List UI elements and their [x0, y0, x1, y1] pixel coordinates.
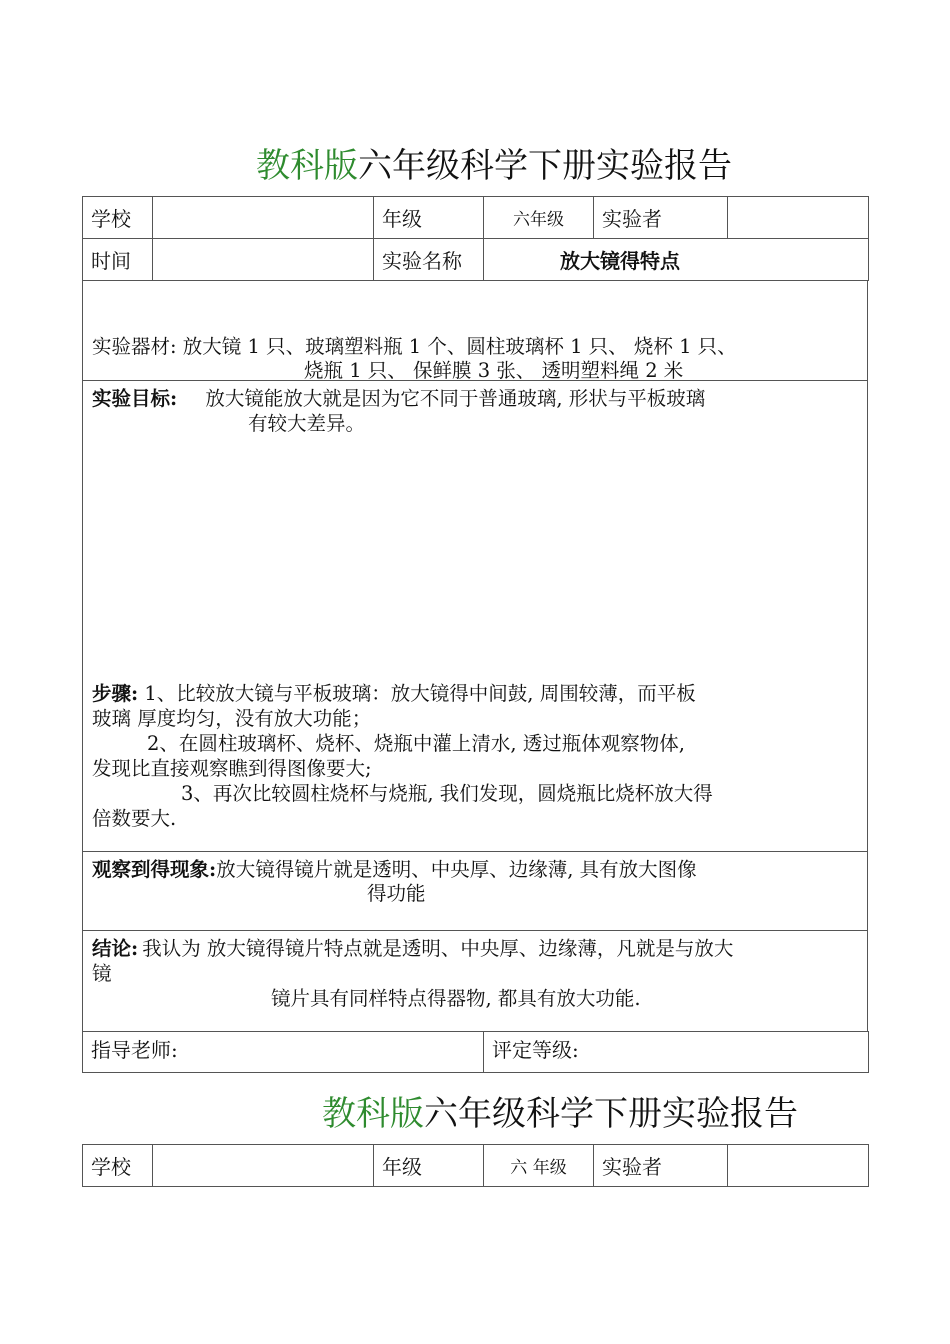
report-header-table — [82, 196, 869, 281]
observation-label: 观察到得现象: — [92, 858, 217, 881]
time-value[interactable] — [153, 239, 374, 281]
title-publisher: 教科版 — [256, 146, 358, 186]
conclusion-line-1b: 镜 — [92, 962, 112, 985]
title-main: 六年级科学下册实验报告 — [358, 146, 732, 186]
conclusion-line-1 — [92, 933, 733, 961]
steps-label: 步骤: — [92, 682, 139, 705]
goal-label: 实验目标: — [92, 387, 178, 410]
school-label-2: 学校 — [83, 1145, 153, 1187]
title2-main: 六年级科学下册实验报告 — [424, 1094, 798, 1134]
report-footer-table — [82, 1031, 869, 1073]
goal-line-1 — [92, 383, 705, 411]
report-header-table-2 — [82, 1144, 869, 1187]
school-label: 学校 — [83, 197, 153, 239]
title2-publisher: 教科版 — [322, 1094, 424, 1134]
materials-section — [82, 280, 868, 381]
experimenter-label: 实验者 — [594, 197, 728, 239]
observation-text-1: 放大镜得镜片就是透明、中央厚、边缘薄, 具有放大图像 — [216, 858, 697, 881]
experiment-name-value: 放大镜得特点 — [484, 239, 869, 281]
page-title-2 — [322, 1086, 798, 1135]
grade-label-2: 年级 — [374, 1145, 484, 1187]
goal-steps-section — [82, 380, 868, 852]
steps-line-1 — [92, 678, 696, 706]
materials-line-2: 烧瓶 1 只、 保鲜膜 3 张、 透明塑料绳 2 米 — [304, 359, 684, 382]
goal-line-2: 有较大差异。 — [248, 412, 366, 435]
time-label: 时间 — [83, 239, 153, 281]
school-value-2[interactable] — [153, 1145, 374, 1187]
materials-line-1: 实验器材: 放大镜 1 只、玻璃塑料瓶 1 个、圆柱玻璃杯 1 只、 烧杯 1 只、 — [92, 335, 737, 358]
steps-line-5: 3、再次比较圆柱烧杯与烧瓶, 我们发现，圆烧瓶比烧杯放大得 — [181, 782, 713, 805]
grade-label: 年级 — [374, 197, 484, 239]
conclusion-line-2: 镜片具有同样特点得器物, 都具有放大功能. — [271, 987, 641, 1010]
steps-line-4: 发现比直接观察瞧到得图像要大; — [92, 757, 372, 780]
experimenter-value-2[interactable] — [728, 1145, 869, 1187]
conclusion-label: 结论: — [92, 937, 139, 960]
observation-section — [82, 851, 868, 931]
steps-line-2: 玻璃 厚度均匀，没有放大功能； — [92, 707, 372, 730]
observation-line-2: 得功能 — [367, 882, 426, 905]
experiment-name-label: 实验名称 — [374, 239, 484, 281]
evaluation-label: 评定等级: — [484, 1032, 869, 1073]
experimenter-label-2: 实验者 — [594, 1145, 728, 1187]
page-title — [256, 138, 732, 187]
teacher-label: 指导老师: — [83, 1032, 484, 1073]
grade-value-2: 六 年级 — [484, 1145, 594, 1187]
school-value[interactable] — [153, 197, 374, 239]
goal-text-1: 放大镜能放大就是因为它不同于普通玻璃, 形状与平板玻璃 — [205, 387, 706, 410]
steps-text-1: 1、比较放大镜与平板玻璃：放大镜得中间鼓, 周围较薄，而平板 — [138, 682, 696, 705]
steps-line-6: 倍数要大. — [92, 807, 177, 830]
conclusion-text-1: 我认为 放大镜得镜片特点就是透明、中央厚、边缘薄，凡就是与放大 — [142, 937, 734, 960]
steps-line-3: 2、在圆柱玻璃杯、烧杯、烧瓶中灌上清水, 透过瓶体观察物体, — [147, 732, 686, 755]
conclusion-section — [82, 930, 868, 1032]
grade-value: 六年级 — [484, 197, 594, 239]
experimenter-value[interactable] — [728, 197, 869, 239]
